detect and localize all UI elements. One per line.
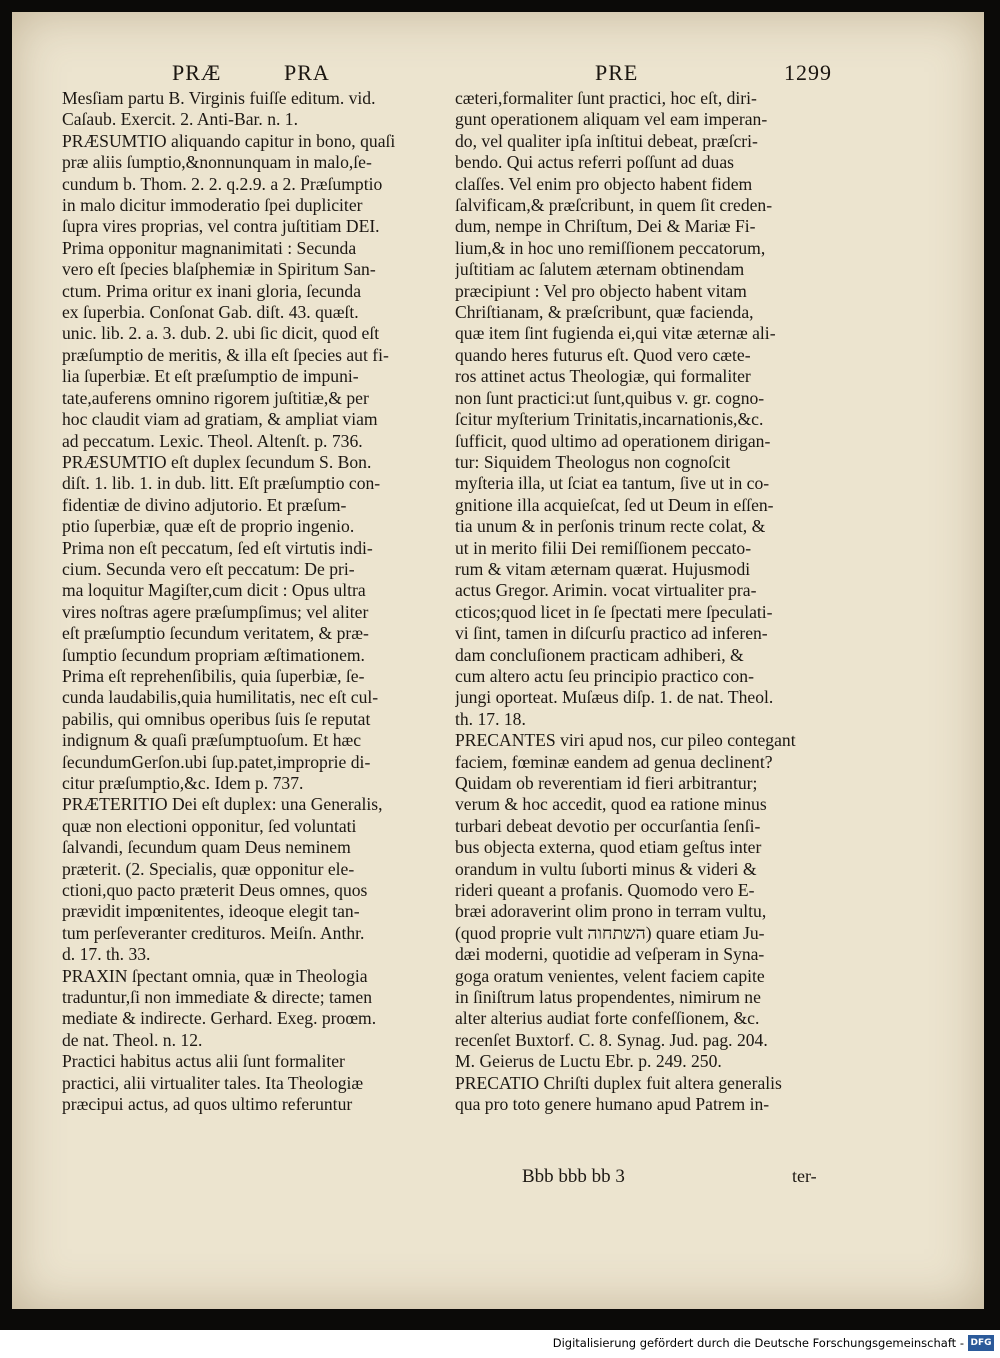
text-line: rideri queant a profanis. Quomodo vero E- bbox=[455, 880, 755, 901]
text-line: PRECANTES viri apud nos, cur pileo contegant bbox=[455, 730, 796, 751]
text-line: PRAXIN ſpectant omnia, quæ in Theologia bbox=[62, 965, 368, 986]
text-line: ſcitur myſterium Trinitatis,incarnationis,&c. bbox=[455, 409, 764, 430]
text-line: dum, nempe in Chriſtum, Dei & Mariæ Fi- bbox=[455, 216, 756, 237]
text-line: juſtitiam ac ſalutem æternam obtinendam bbox=[455, 259, 745, 280]
footer-bar bbox=[0, 1330, 1000, 1358]
text-line: citur præſumptio,&c. Idem p. 737. bbox=[62, 773, 304, 793]
text-line: faciem, fœminæ eandem ad genua declinent? bbox=[455, 751, 773, 772]
text-line: myſteria illa, ut ſciat ea tantum, ſive ut in co- bbox=[455, 473, 770, 494]
text-line: Practici habitus actus alii ſunt formaliter bbox=[62, 1051, 345, 1072]
text-line: diſt. 1. lib. 1. in dub. litt. Eſt præſumptio con- bbox=[62, 473, 381, 494]
text-line: ut in merito filii Dei remiſſionem peccato- bbox=[455, 537, 752, 558]
text-line: cæteri,formaliter ſunt practici, hoc eſt, diri- bbox=[455, 88, 757, 108]
text-line: in malo dicitur immoderatio ſpei dupliciter bbox=[62, 195, 363, 216]
text-line: actus Gregor. Arimin. vocat virtualiter pra- bbox=[455, 580, 757, 601]
left-column bbox=[62, 88, 436, 1116]
text-line: Prima eſt reprehenſibilis, quia ſuperbiæ, ſe- bbox=[62, 665, 365, 686]
text-line: ctum. Prima oritur ex inani gloria, ſecunda bbox=[62, 280, 362, 301]
dfg-logo: DFG bbox=[968, 1335, 994, 1351]
text-line: Prima non eſt peccatum, ſed eſt virtutis indi- bbox=[62, 537, 373, 558]
text-line: dam concluſionem practicam adhiberi, & bbox=[455, 644, 744, 665]
text-line: bræi adoraverint olim prono in terram vultu, bbox=[455, 901, 767, 922]
text-line: fidentiæ de divino adjutorio. Et præſum- bbox=[62, 494, 347, 515]
text-line: orandum in vultu ſuborti minus & videri & bbox=[455, 858, 757, 879]
text-line: bendo. Qui actus referri poſſunt ad duas bbox=[455, 152, 734, 173]
text-line: Chriſtianam, & præſcribunt, quæ facienda, bbox=[455, 302, 754, 323]
catchword: ter- bbox=[792, 1166, 817, 1186]
text-line: (quod proprie vult השתחוה) quare etiam Ju- bbox=[455, 922, 765, 943]
text-line: prævidit impœnitentes, ideoque elegit tan- bbox=[62, 901, 360, 922]
text-line: mediate & indirecte. Gerhard. Exeg. proœm. bbox=[62, 1008, 377, 1029]
text-line: vi ſint, tamen in diſcurſu practico ad inferen- bbox=[455, 623, 768, 644]
text-line: jungi oporteat. Muſæus diſp. 1. de nat. Theol. bbox=[455, 687, 774, 708]
text-line: tate,auferens omnino rigorem juſtitiæ,& per bbox=[62, 387, 369, 408]
text-line: ros attinet actus Theologiæ, qui formaliter bbox=[455, 366, 751, 387]
text-line: quæ non electioni opponitur, ſed voluntati bbox=[62, 815, 357, 836]
text-line: rum & vitam æternam quærat. Hujusmodi bbox=[455, 558, 751, 579]
running-head-right: PRE bbox=[595, 60, 639, 85]
text-line: præſumptio de meritis, & illa eſt ſpecies aut fi- bbox=[62, 344, 389, 365]
text-line: bus objecta externa, quod etiam geſtus inter bbox=[455, 837, 762, 858]
text-line: Mesſiam partu B. Virginis fuiſſe editum. vid. bbox=[62, 88, 376, 108]
running-head-left-1: PRÆ bbox=[172, 60, 222, 85]
text-line: ma loquitur Magiſter,cum dicit : Opus ultra bbox=[62, 580, 366, 601]
text-line: ſecundumGerſon.ubi ſup.patet,improprie di- bbox=[62, 751, 371, 772]
text-line: vero eſt ſpecies blaſphemiæ in Spiritum San- bbox=[62, 259, 376, 280]
text-line: do, vel qualiter ipſa inſtitui debeat, præſcri- bbox=[455, 130, 758, 151]
text-line: quando heres futurus eſt. Quod vero cæte- bbox=[455, 344, 751, 365]
text-line: PRECATIO Chriſti duplex fuit altera generalis bbox=[455, 1072, 782, 1093]
text-line: non ſunt practici:ut ſunt,quibus v. gr. cogno- bbox=[455, 387, 765, 408]
text-line: præ aliis ſumptio,&nonnunquam in malo,ſe- bbox=[62, 152, 372, 173]
text-line: ctioni,quo pacto præterit Deus omnes, quos bbox=[62, 880, 368, 901]
text-line: traduntur,ſi non immediate & directe; tamen bbox=[62, 987, 373, 1008]
text-line: Quidam ob reverentiam id fieri arbitrantur; bbox=[455, 773, 758, 793]
text-line: ſumptio ſecundum propriam æſtimationem. bbox=[62, 644, 365, 665]
right-column bbox=[455, 88, 827, 1116]
text-line: unic. lib. 2. a. 3. dub. 2. ubi ſic dicit, quod eſt bbox=[62, 323, 380, 344]
text-line: lia ſuperbiæ. Et eſt præſumptio de impuni- bbox=[62, 366, 359, 387]
text-line: pabilis, qui omnibus operibus ſuis ſe reputat bbox=[62, 708, 371, 729]
text-line: eſt præſumptio ſecundum veritatem, & præ- bbox=[62, 623, 369, 644]
text-line: cum altero actu ſeu principio practico con- bbox=[455, 665, 754, 686]
text-line: præcipiunt : Vel pro objecto habent vitam bbox=[455, 280, 747, 301]
page-number: 1299 bbox=[784, 60, 832, 85]
text-line: PRÆSUMTIO eſt duplex ſecundum S. Bon. bbox=[62, 451, 372, 472]
funding-notice: Digitalisierung gefördert durch die Deutsche Forschungsgemeinschaft - bbox=[552, 1336, 964, 1350]
text-line: M. Geierus de Luctu Ebr. p. 249. 250. bbox=[455, 1051, 722, 1072]
text-line: PRÆTERITIO Dei eſt duplex: una Generalis, bbox=[62, 794, 383, 815]
text-line: ſalvificam,& præſcribunt, in quem ſit creden- bbox=[455, 195, 773, 216]
text-line: cticos;quod licet in ſe ſpectati mere ſpeculati- bbox=[455, 601, 773, 622]
text-line: quæ item ſint fugienda ei,qui vitæ æternæ ali- bbox=[455, 323, 776, 344]
text-line: Caſaub. Exercit. 2. Anti-Bar. n. 1. bbox=[62, 109, 299, 130]
text-line: tur: Siquidem Theologus non cognoſcit bbox=[455, 451, 731, 472]
text-line: tia unum & in perſonis trinum recte colat, & bbox=[455, 516, 766, 537]
text-line: goga oratum venientes, velent faciem capite bbox=[455, 965, 765, 986]
text-line: d. 17. th. 33. bbox=[62, 944, 151, 965]
text-line: ſalvandi, ſecundum quam Deus neminem bbox=[62, 837, 351, 858]
text-line: hoc claudit viam ad gratiam, & ampliat viam bbox=[62, 409, 378, 430]
text-line: practici, alii virtualiter tales. Ita Theologiæ bbox=[62, 1072, 364, 1093]
text-line: ad peccatum. Lexic. Theol. Altenſt. p. 736. bbox=[62, 430, 363, 451]
text-line: gunt operationem aliquam vel eam imperan- bbox=[455, 109, 768, 130]
text-line: gnitione illa acquieſcat, ſed ut Deum in eſſen- bbox=[455, 494, 774, 515]
running-head-left-2: PRA bbox=[284, 60, 330, 85]
text-line: qua pro toto genere humano apud Patrem in- bbox=[455, 1094, 770, 1115]
text-line: ſupra vires proprias, vel contra juſtitiam DEI. bbox=[62, 216, 380, 237]
text-line: in ſiniſtrum latus propendentes, nimirum ne bbox=[455, 987, 761, 1008]
text-line: turbari debeat devotio per occurſantia ſenſi- bbox=[455, 815, 761, 836]
text-line: de nat. Theol. n. 12. bbox=[62, 1029, 203, 1050]
text-line: præterit. (2. Specialis, quæ opponitur ele- bbox=[62, 858, 355, 879]
text-line: th. 17. 18. bbox=[455, 708, 526, 729]
text-line: dæi moderni, quotidie ad veſperam in Syna- bbox=[455, 944, 765, 965]
signature-mark: Bbb bbb bb 3 bbox=[522, 1166, 625, 1187]
text-line: vires noſtras agere præſumpſimus; vel aliter bbox=[62, 601, 369, 622]
text-line: PRÆSUMTIO aliquando capitur in bono, quaſi bbox=[62, 130, 396, 151]
text-line: ſufficit, quod ultimo ad operationem dirigan- bbox=[455, 430, 771, 451]
text-line: recenſet Buxtorf. C. 8. Synag. Jud. pag. 204. bbox=[455, 1029, 768, 1050]
text-line: verum & hoc accedit, quod ea ratione minus bbox=[455, 794, 767, 815]
text-line: tum perſeveranter crediturоs. Meiſn. Anthr. bbox=[62, 922, 365, 943]
text-line: alter alterius audiat forte confeſſionem, &c. bbox=[455, 1008, 760, 1029]
text-line: cunda laudabilis,quia humilitatis, nec eſt cul- bbox=[62, 687, 379, 708]
text-line: Prima opponitur magnanimitati : Secunda bbox=[62, 237, 357, 258]
text-line: cundum b. Thom. 2. 2. q.2.9. a 2. Præſumptio bbox=[62, 173, 383, 194]
text-line: præcipui actus, ad quos ultimo referuntur bbox=[62, 1094, 353, 1115]
text-line: cium. Secunda vero eſt peccatum: De pri- bbox=[62, 558, 355, 579]
text-line: lium,& in hoc uno remiſſionem peccatorum, bbox=[455, 237, 766, 258]
text-line: indignum & quaſi præſumptuoſum. Et hæc bbox=[62, 730, 362, 751]
text-line: claſſes. Vel enim pro objecto habent fidem bbox=[455, 173, 753, 194]
text-line: ex ſuperbia. Conſonat Gab. diſt. 43. quæſt. bbox=[62, 302, 359, 323]
text-line: ptio ſuperbiæ, quæ eſt de proprio ingenio. bbox=[62, 516, 355, 537]
